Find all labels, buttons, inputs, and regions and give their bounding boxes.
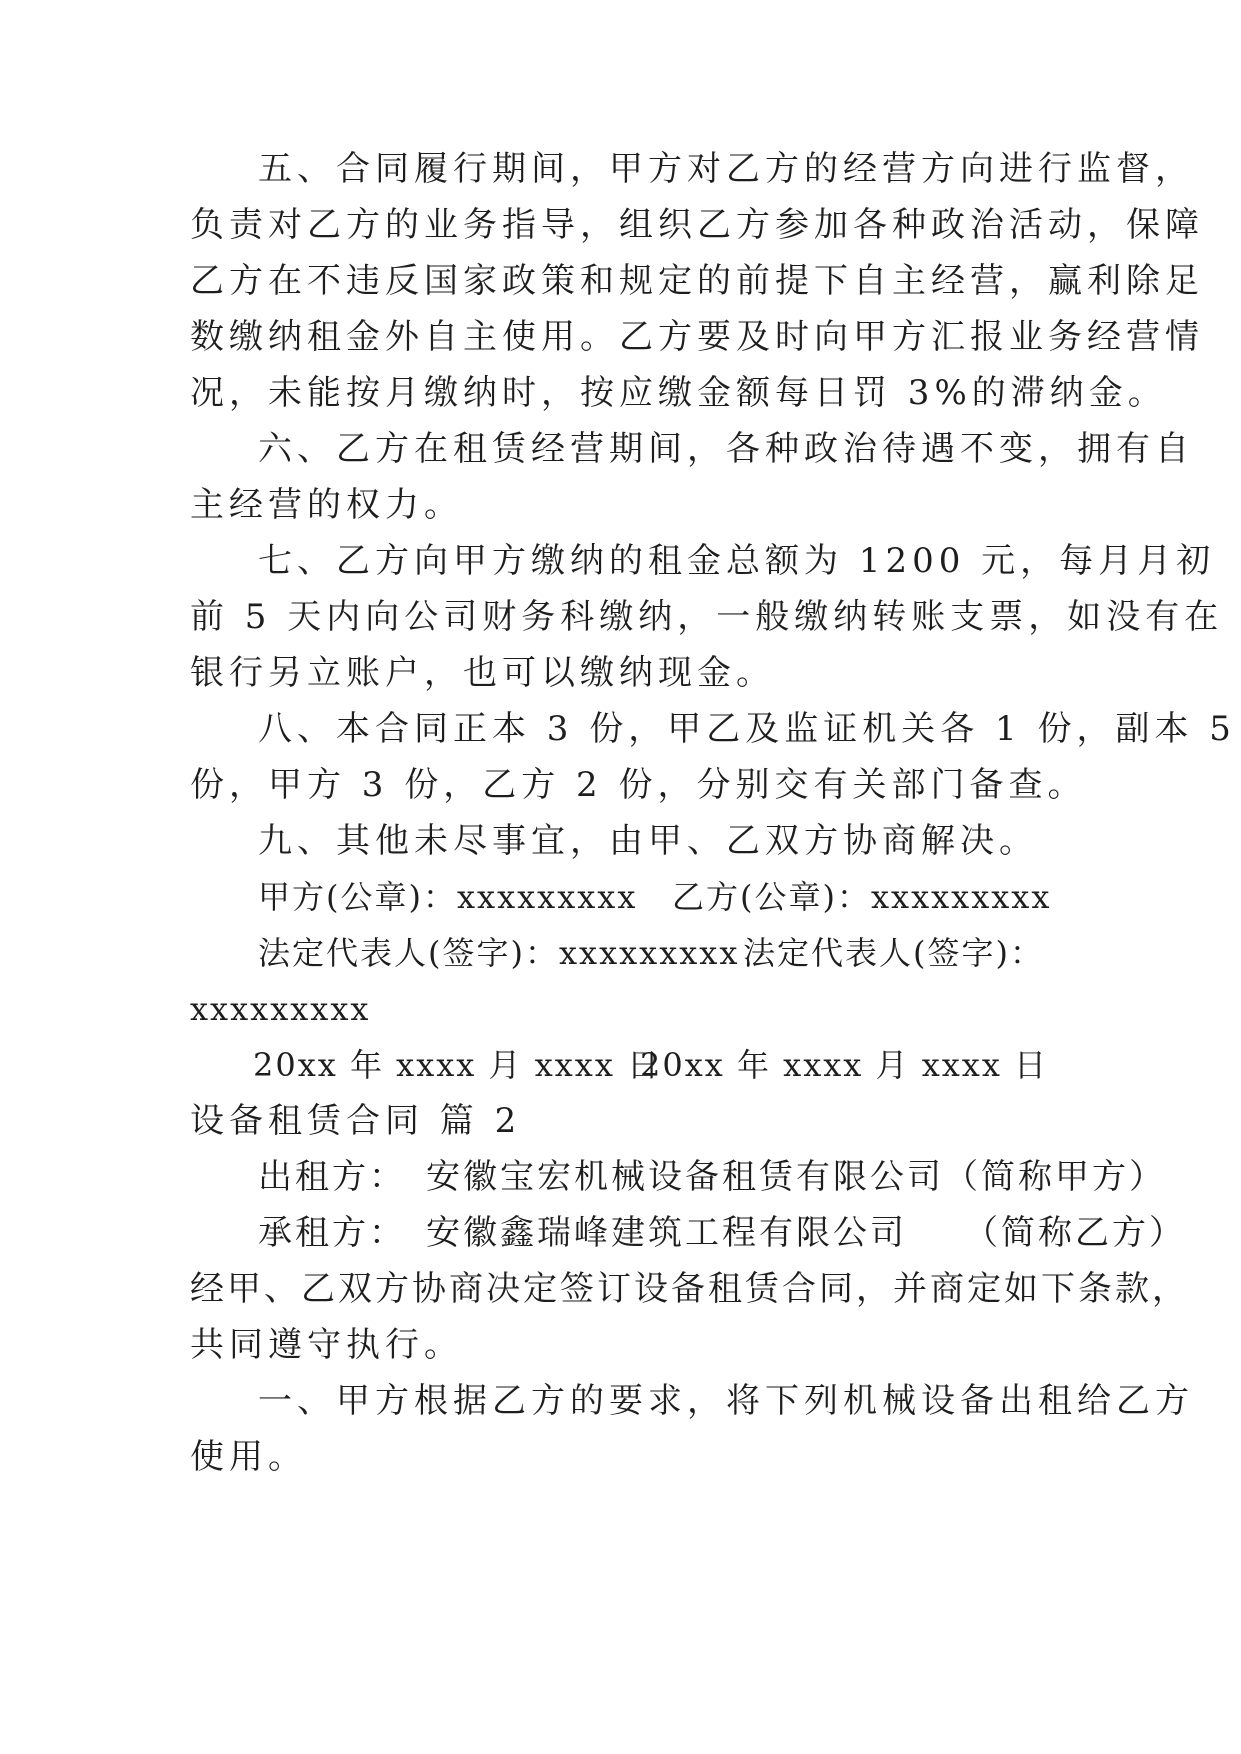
- clause5-line-1: 五、合同履行期间，甲方对乙方的经营方向进行监督，: [258, 149, 1194, 189]
- rep-b-signature: 法定代表人(签字)：: [743, 934, 1044, 972]
- intro-line-2: 共同遵守执行。: [190, 1325, 463, 1365]
- clause6-line-2: 主经营的权力。: [190, 485, 463, 525]
- clause5-line-5: 况，未能按月缴纳时，按应缴金额每日罚 3%的滞纳金。: [190, 373, 1167, 413]
- party-b-seal: 乙方(公章)：xxxxxxxxx: [672, 878, 1052, 916]
- clause5-line-3: 乙方在不违反国家政策和规定的前提下自主经营，赢利除足: [190, 261, 1204, 301]
- rep-b-signature-value: xxxxxxxxx: [190, 990, 371, 1028]
- clause7-line-1: 七、乙方向甲方缴纳的租金总额为 1200 元，每月月初: [258, 541, 1216, 581]
- intro-line-1: 经甲、乙双方协商决定签订设备租赁合同，并商定如下条款，: [190, 1269, 1189, 1309]
- lessee-line: 承租方： 安徽鑫瑞峰建筑工程有限公司 （简称乙方）: [258, 1213, 1186, 1253]
- rep-a-signature: 法定代表人(签字)：xxxxxxxxx: [258, 934, 740, 972]
- date-b: 20xx 年 xxxx 月 xxxx 日: [640, 1046, 1049, 1084]
- clause8-line-2: 份，甲方 3 份，乙方 2 份，分别交有关部门备查。: [190, 765, 1087, 805]
- clause1-line-2: 使用。: [190, 1437, 307, 1477]
- clause9-line: 九、其他未尽事宜，由甲、乙双方协商解决。: [258, 821, 1038, 861]
- clause6-line-1: 六、乙方在租赁经营期间，各种政治待遇不变，拥有自: [258, 429, 1194, 469]
- clause1-line-1: 一、甲方根据乙方的要求，将下列机械设备出租给乙方: [258, 1381, 1194, 1421]
- clause5-line-2: 负责对乙方的业务指导，组织乙方参加各种政治活动，保障: [190, 205, 1204, 245]
- section2-title: 设备租赁合同 篇 2: [190, 1101, 522, 1141]
- clause5-line-4: 数缴纳租金外自主使用。乙方要及时向甲方汇报业务经营情: [190, 317, 1204, 357]
- clause7-line-2: 前 5 天内向公司财务科缴纳，一般缴纳转账支票，如没有在: [190, 597, 1224, 637]
- clause8-line-1: 八、本合同正本 3 份，甲乙及监证机关各 1 份，副本 5: [258, 709, 1236, 749]
- lessor-line: 出租方： 安徽宝宏机械设备租赁有限公司（简称甲方）: [258, 1157, 1166, 1197]
- date-a: 20xx 年 xxxx 月 xxxx 日: [253, 1046, 662, 1084]
- clause7-line-3: 银行另立账户，也可以缴纳现金。: [190, 653, 775, 693]
- party-a-seal: 甲方(公章)：xxxxxxxxx: [258, 878, 638, 916]
